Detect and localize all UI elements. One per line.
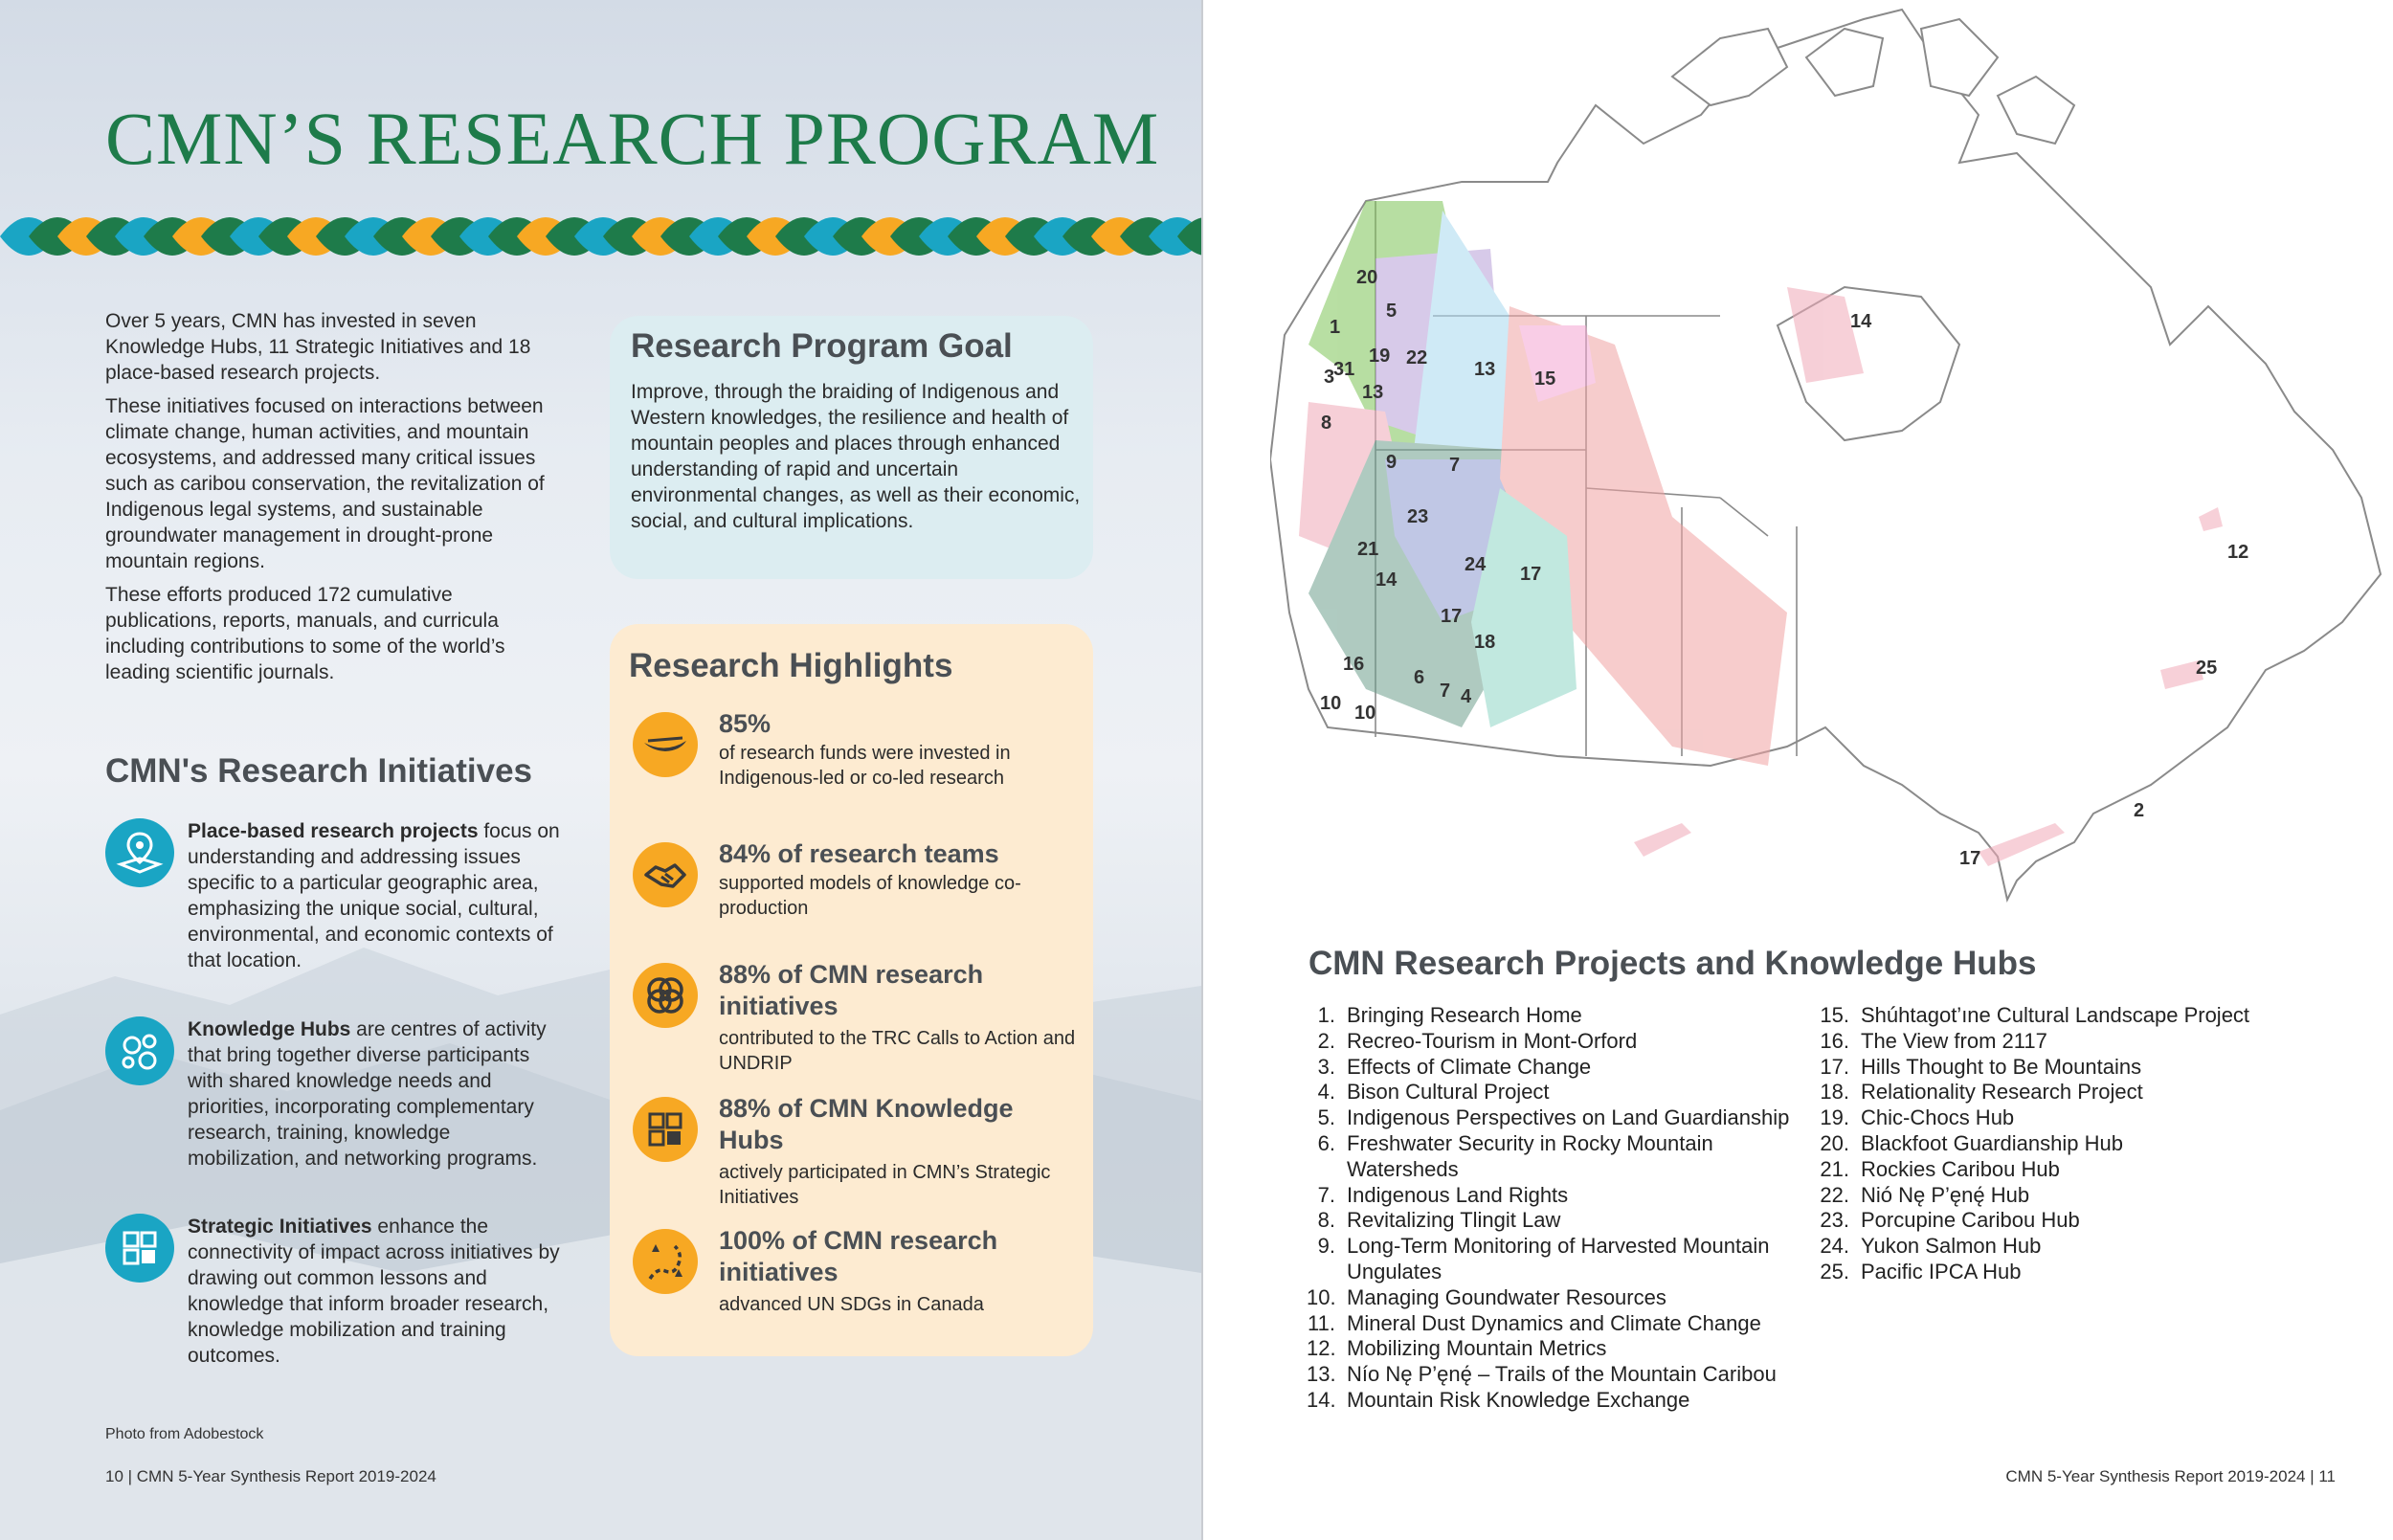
item-number: 1. — [1317, 1003, 1335, 1027]
list-item — [1307, 1080, 1804, 1105]
initiative-lead: Strategic Initiatives — [188, 1216, 372, 1238]
map-label: 5 — [1386, 301, 1398, 322]
intro-paragraph: These initiatives focused on interactions between climate change, human activities, and mountain ecosystems, and addressed many critical issues such as caribou conservation, the revitalization of Indigenous legal systems, and sustainable groundwater management in drought-prone mountain regions. — [105, 395, 545, 572]
list-item — [1811, 1105, 2309, 1131]
list-item — [1811, 1183, 2309, 1209]
page-title: CMN’S RESEARCH PROGRAM — [105, 97, 1160, 180]
item-number: 11. — [1308, 1310, 1335, 1335]
map-label: 14 — [1850, 311, 1872, 332]
item-number: 4. — [1317, 1080, 1335, 1105]
list-item — [1307, 1183, 1804, 1209]
item-number: 24. — [1820, 1234, 1849, 1259]
item-label: Shúhtagot’ıne Cultural Landscape Project — [1861, 1003, 2250, 1027]
item-number: 13. — [1307, 1362, 1336, 1387]
map-label: 18 — [1474, 632, 1496, 653]
item-number: 5. — [1317, 1105, 1335, 1130]
item-label: Mountain Risk Knowledge Exchange — [1347, 1387, 1690, 1412]
item-number: 6. — [1317, 1130, 1335, 1155]
intro-text — [105, 308, 555, 693]
list-item — [1811, 1029, 2309, 1055]
item-label: Pacific IPCA Hub — [1861, 1259, 2022, 1283]
item-number: 9. — [1317, 1234, 1335, 1259]
item-number: 2. — [1317, 1028, 1335, 1053]
highlight-stat: 84% of research teams — [719, 839, 999, 868]
map-label: 13 — [1362, 382, 1384, 403]
item-number: 14. — [1307, 1387, 1336, 1412]
item-label: The View from 2117 — [1861, 1028, 2047, 1053]
list-item — [1307, 1311, 1804, 1337]
map-label: 3 — [1324, 367, 1335, 388]
list-item — [1307, 1105, 1804, 1131]
item-label: Indigenous Perspectives on Land Guardianship — [1347, 1105, 1790, 1130]
item-label: Hills Thought to Be Mountains — [1861, 1054, 2142, 1079]
item-number: 16. — [1820, 1028, 1849, 1053]
item-label: Rockies Caribou Hub — [1861, 1156, 2060, 1181]
map-label: 23 — [1407, 506, 1429, 527]
initiative-lead: Knowledge Hubs — [188, 1018, 351, 1040]
item-number: 17. — [1820, 1054, 1849, 1079]
item-number: 22. — [1820, 1182, 1849, 1207]
photo-credit: Photo from Adobestock — [105, 1426, 264, 1442]
item-number: 8. — [1317, 1208, 1335, 1233]
highlight-stat: 88% of CMN research initiatives — [719, 960, 984, 1020]
intro-paragraph: These efforts produced 172 cumulative publications, reports, manuals, and curricula including contributions to some of the world’s leading scientific journals. — [105, 584, 505, 683]
list-item — [1811, 1131, 2309, 1157]
projects-list-column-2 — [1811, 1003, 2309, 1285]
highlight-desc: advanced UN SDGs in Canada — [719, 1294, 984, 1315]
initiative-text — [188, 1016, 566, 1172]
map-label: 9 — [1386, 452, 1398, 473]
list-item — [1811, 1055, 2309, 1081]
item-number: 23. — [1820, 1208, 1849, 1233]
list-item — [1307, 1234, 1804, 1285]
list-item — [1307, 1208, 1804, 1234]
item-number: 18. — [1820, 1080, 1849, 1105]
highlight-desc: contributed to the TRC Calls to Action and UNDRIP — [719, 1028, 1076, 1074]
item-label: Porcupine Caribou Hub — [1861, 1208, 2080, 1233]
map-label: 17 — [1520, 564, 1542, 585]
path-icon — [633, 1229, 698, 1294]
item-label: Mineral Dust Dynamics and Climate Change — [1347, 1310, 1761, 1335]
list-item — [1307, 1362, 1804, 1388]
knot-icon — [633, 963, 698, 1028]
map-label: 4 — [1461, 686, 1472, 707]
list-item — [1811, 1260, 2309, 1285]
initiative-body: are centres of activity that bring together diverse participants with shared knowledge needs and priorities, incorporating complementary research, training, knowledge mobilization, and networking programs. — [188, 1018, 547, 1170]
map-label: 17 — [1441, 606, 1463, 627]
initiative-body: enhance the connectivity of impact across initiatives by drawing out common lessons and knowledge that inform broader research, knowledge mobilization and training outcomes. — [188, 1216, 560, 1367]
item-number: 21. — [1820, 1156, 1849, 1181]
item-number: 20. — [1820, 1130, 1849, 1155]
list-item — [1307, 1003, 1804, 1029]
item-label: Relationality Research Project — [1861, 1080, 2143, 1105]
highlight-desc: supported models of knowledge co-production — [719, 873, 1021, 919]
list-item — [1811, 1080, 2309, 1105]
map-label: 14 — [1375, 569, 1398, 591]
right-page — [1201, 0, 2393, 1540]
map-label: 7 — [1449, 455, 1461, 476]
map-label: 31 — [1333, 359, 1355, 380]
item-label: Indigenous Land Rights — [1347, 1182, 1569, 1207]
map-label: 6 — [1414, 667, 1425, 688]
list-item — [1811, 1234, 2309, 1260]
projects-list-column-1 — [1307, 1003, 1804, 1414]
item-number: 19. — [1820, 1105, 1849, 1130]
highlight-desc: of research funds were invested in Indigenous-led or co-led research — [719, 743, 1011, 789]
item-number: 10. — [1307, 1284, 1336, 1309]
item-number: 7. — [1317, 1182, 1335, 1207]
handshake-icon — [633, 842, 698, 907]
item-label: Managing Goundwater Resources — [1347, 1284, 1666, 1309]
map-label: 25 — [2196, 658, 2218, 679]
map-label: 21 — [1357, 539, 1379, 560]
puzzle-icon — [105, 1214, 174, 1283]
map-pin-icon — [105, 818, 174, 887]
list-item — [1811, 1208, 2309, 1234]
canada-map — [1270, 0, 2393, 928]
map-label: 20 — [1356, 267, 1378, 288]
item-label: Bringing Research Home — [1347, 1003, 1582, 1027]
canoe-icon — [633, 712, 698, 777]
map-label: 13 — [1474, 359, 1496, 380]
map-label: 24 — [1465, 554, 1487, 575]
map-label: 8 — [1321, 413, 1332, 434]
network-icon — [105, 1016, 174, 1085]
goal-card — [610, 316, 1093, 579]
map-label: 12 — [2227, 542, 2249, 563]
list-item — [1811, 1003, 2309, 1029]
page-footer: 10 | CMN 5-Year Synthesis Report 2019-2024 — [105, 1467, 436, 1485]
map-label: 16 — [1343, 654, 1365, 675]
map-label: 22 — [1406, 347, 1428, 368]
map-label: 19 — [1369, 346, 1391, 367]
decorative-band — [0, 203, 1201, 270]
item-label: Effects of Climate Change — [1347, 1054, 1592, 1079]
goal-title: Research Program Goal — [631, 327, 1013, 365]
item-label: Nió Nę P’ęnę́ Hub — [1861, 1182, 2030, 1207]
goal-text: Improve, through the braiding of Indigenous and Western knowledges, the resilience and health of mountain peoples and places through enhanced understanding of rapid and uncertain environmental changes, as well as their economic, social, and cultural implications. — [631, 381, 1081, 532]
list-item — [1811, 1157, 2309, 1183]
list-item — [1307, 1131, 1804, 1183]
highlights-title: Research Highlights — [629, 647, 953, 684]
initiative-body: focus on understanding and addressing issues specific to a particular geographic area, emphasizing the unique social, cultural, environmental, and economic contexts of that location. — [188, 820, 560, 971]
map-label: 10 — [1320, 693, 1342, 714]
item-label: Bison Cultural Project — [1347, 1080, 1550, 1105]
list-item — [1307, 1029, 1804, 1055]
initiative-lead: Place-based research projects — [188, 820, 479, 842]
item-number: 25. — [1820, 1259, 1849, 1283]
item-label: Freshwater Security in Rocky Mountain Watersheds — [1347, 1130, 1713, 1181]
item-label: Blackfoot Guardianship Hub — [1861, 1130, 2123, 1155]
map-label: 17 — [1959, 848, 1981, 869]
highlight-stat: 85% — [719, 709, 772, 738]
intro-paragraph: Over 5 years, CMN has invested in seven Knowledge Hubs, 11 Strategic Initiatives and 18 place-based research projects. — [105, 310, 531, 384]
projects-list-title: CMN Research Projects and Knowledge Hubs — [1308, 945, 2037, 982]
map-label: 7 — [1440, 681, 1451, 702]
map-label: 15 — [1534, 368, 1556, 390]
initiative-text — [188, 1214, 566, 1369]
item-label: Recreo-Tourism in Mont-Orford — [1347, 1028, 1638, 1053]
puzzle-icon — [633, 1097, 698, 1162]
map-label: 10 — [1354, 703, 1376, 724]
page-footer: CMN 5-Year Synthesis Report 2019-2024 | 11 — [2005, 1467, 2336, 1485]
list-item — [1307, 1285, 1804, 1311]
item-number: 12. — [1307, 1336, 1336, 1361]
highlight-stat: 100% of CMN research initiatives — [719, 1226, 998, 1286]
item-label: Chic-Chocs Hub — [1861, 1105, 2015, 1130]
highlight-desc: actively participated in CMN’s Strategic Initiatives — [719, 1162, 1051, 1208]
item-label: Revitalizing Tlingit Law — [1347, 1208, 1561, 1233]
map-label: 1 — [1330, 317, 1341, 338]
item-label: Nío Nę P’ęnę́ – Trails of the Mountain Caribou — [1347, 1362, 1777, 1387]
item-number: 15. — [1820, 1003, 1849, 1027]
highlights-card — [610, 624, 1093, 1356]
map-label: 2 — [2134, 800, 2145, 821]
initiatives-title: CMN's Research Initiatives — [105, 752, 532, 790]
initiative-text — [188, 818, 566, 973]
list-item — [1307, 1336, 1804, 1362]
item-label: Mobilizing Mountain Metrics — [1347, 1336, 1607, 1361]
highlight-stat: 88% of CMN Knowledge Hubs — [719, 1094, 1014, 1154]
item-number: 3. — [1317, 1054, 1335, 1079]
list-item — [1307, 1055, 1804, 1081]
list-item — [1307, 1388, 1804, 1414]
item-label: Long-Term Monitoring of Harvested Mountain Ungulates — [1347, 1234, 1770, 1283]
item-label: Yukon Salmon Hub — [1861, 1234, 2042, 1259]
